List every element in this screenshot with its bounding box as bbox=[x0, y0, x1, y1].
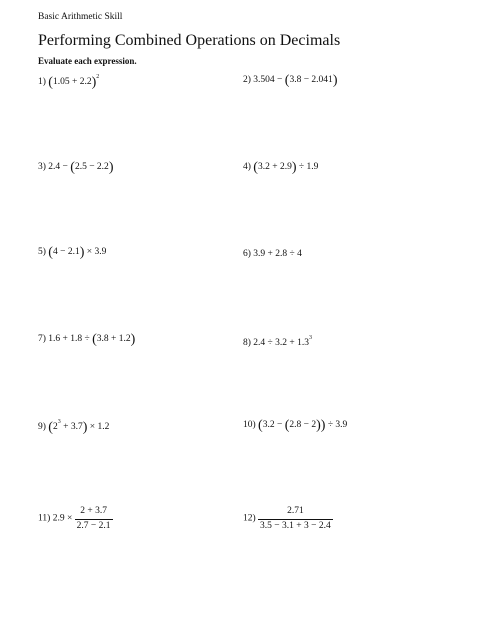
problem-label: 2) bbox=[243, 75, 251, 85]
exponent: 3 bbox=[57, 419, 61, 425]
expression: 4 − 2.1 bbox=[52, 247, 80, 257]
denominator: 2.7 − 2.1 bbox=[76, 520, 111, 531]
expression: ÷ 1.9 bbox=[296, 162, 319, 172]
page-title: Performing Combined Operations on Decimals bbox=[38, 32, 341, 49]
expression: 1.05 + 2.2 bbox=[52, 77, 92, 87]
problem-9: 9) $(2^3 + 3.7) \times 1.2$ bbox=[38, 419, 110, 435]
expression: 2.5 − 2.2 bbox=[74, 162, 109, 172]
fraction bbox=[75, 507, 113, 531]
problem-7: 7) 1.6 + 1.8 ÷ (3.8 + 1.2) bbox=[38, 332, 136, 347]
problem-label: 10) bbox=[243, 420, 256, 430]
expression: + 3.7 bbox=[60, 422, 83, 432]
expression: 2.4 − bbox=[48, 162, 71, 172]
expression: 2.8 − 2 bbox=[289, 420, 317, 430]
problem-label: 11) bbox=[38, 513, 51, 524]
problem-label: 9) bbox=[38, 422, 46, 432]
problem-label: 5) bbox=[38, 247, 46, 257]
problem-label: 7) bbox=[38, 334, 46, 344]
instructions: Evaluate each expression. bbox=[38, 56, 137, 66]
numerator: 2.71 bbox=[258, 507, 333, 520]
problem-1: 1) $(1.05 + 2.2)^2$ bbox=[38, 74, 100, 90]
problem-6 bbox=[243, 250, 302, 260]
problem-label: 12) bbox=[243, 513, 256, 524]
problem-8 bbox=[243, 335, 312, 349]
expression: 1.6 + 1.8 ÷ bbox=[48, 334, 93, 344]
exponent: 3 bbox=[309, 335, 312, 341]
problem-label: 1) bbox=[38, 77, 46, 87]
numerator: 2 + 3.7 bbox=[75, 507, 113, 520]
expression: 3.504 − bbox=[253, 75, 285, 85]
expression: 3.9 + 2.8 ÷ 4 bbox=[253, 249, 302, 259]
problem-label: 4) bbox=[243, 162, 251, 172]
problem-label: 6) bbox=[243, 249, 251, 259]
denominator: 3.5 − 3.1 + 3 − 2.4 bbox=[260, 520, 331, 531]
problem-label: 3) bbox=[38, 162, 46, 172]
problem-3: 3) 2.4 − (2.5 − 2.2) bbox=[38, 160, 114, 175]
expression: ÷ 3.9 bbox=[325, 420, 348, 430]
fraction bbox=[258, 507, 333, 531]
problem-11 bbox=[38, 507, 113, 531]
expression: 3.2 + 2.9 bbox=[257, 162, 292, 172]
problem-5: 5) (4 − 2.1) × 3.9 bbox=[38, 245, 107, 260]
problem-12 bbox=[243, 507, 333, 531]
expression: 3.8 − 2.041 bbox=[289, 75, 333, 85]
problem-label: 8) bbox=[243, 338, 251, 348]
expression: 2 bbox=[52, 422, 58, 432]
problem-2: 2) 3.504 − (3.8 − 2.041) bbox=[243, 73, 338, 88]
expression: 2.9 × bbox=[52, 513, 73, 524]
expression: 2.4 ÷ 3.2 + 1.3 bbox=[253, 338, 309, 348]
expression: × 1.2 bbox=[87, 422, 110, 432]
expression: 3.8 + 1.2 bbox=[96, 334, 131, 344]
problem-4: 4) (3.2 + 2.9) ÷ 1.9 bbox=[243, 160, 319, 175]
expression: 3.2 − bbox=[262, 420, 285, 430]
exponent: 2 bbox=[96, 74, 100, 80]
problem-10: 10) (3.2 − (2.8 − 2)) ÷ 3.9 bbox=[243, 418, 348, 433]
expression: × 3.9 bbox=[84, 247, 107, 257]
subject-label: Basic Arithmetic Skill bbox=[38, 12, 123, 22]
